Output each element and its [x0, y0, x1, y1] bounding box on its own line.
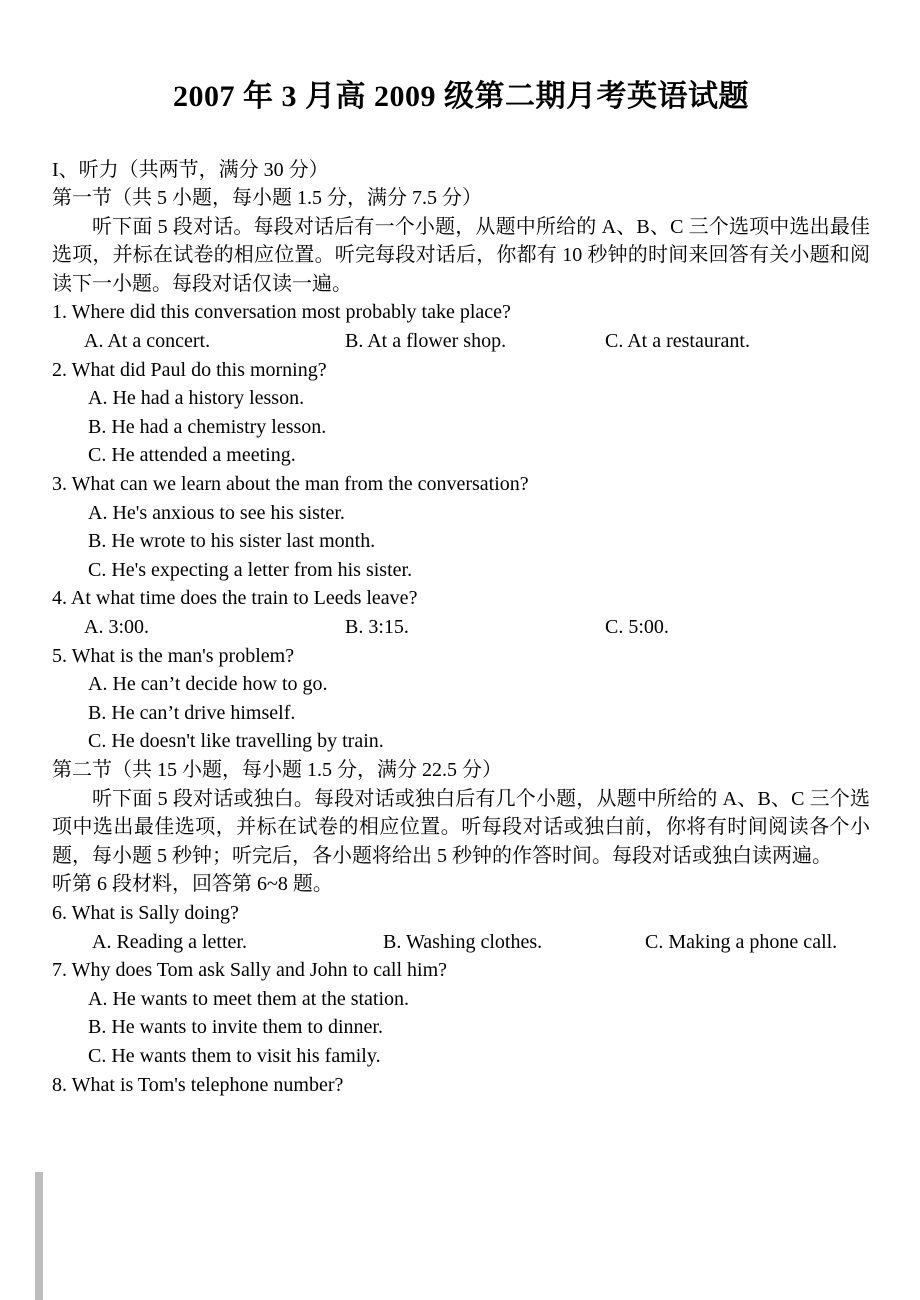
option-text: A. He wants to meet them at the station.	[88, 987, 410, 1010]
option-text: B. He wants to invite them to dinner.	[88, 1016, 383, 1039]
option-text: B. At a flower shop.	[345, 330, 507, 353]
question-text: 1. Where did this conversation most probably take place?	[52, 301, 511, 324]
option-text: B. He had a chemistry lesson.	[88, 415, 327, 438]
section-heading: I、听力（共两节，满分 30 分）	[52, 158, 329, 181]
option-text: B. Washing clothes.	[383, 930, 543, 953]
question-text: 3. What can we learn about the man from the conversation?	[52, 473, 529, 496]
document-body	[52, 156, 870, 1100]
options-row	[52, 327, 870, 356]
option-text: C. He attended a meeting.	[88, 444, 296, 467]
section-heading: 第二节（共 15 小题，每小题 1.5 分，满分 22.5 分）	[52, 758, 502, 781]
option-text: A. Reading a letter.	[92, 930, 247, 953]
question-text: 6. What is Sally doing?	[52, 901, 239, 924]
option-text: A. He's anxious to see his sister.	[88, 501, 345, 524]
option-text: B. 3:15.	[345, 616, 409, 638]
question-text: 2. What did Paul do this morning?	[52, 358, 327, 381]
section-heading: 听第 6 段材料，回答第 6~8 题。	[52, 873, 333, 896]
option-text: A. At a concert.	[84, 330, 211, 353]
page-edge-strip	[35, 1172, 43, 1300]
document-title: 2007 年 3 月高 2009 级第二期月考英语试题	[173, 80, 749, 113]
option-text: C. He's expecting a letter from his sister.	[88, 558, 413, 581]
instructions-paragraph: 听下面 5 段对话或独白。每段对话或独白后有几个小题，从题中所给的 A、B、C 三个选项中选出最佳选项，并标在试卷的相应位置。听每段对话或独白前，你将有时间阅读各个小题，每小题 5 秒钟；听完后，各小题将给出 5 秒钟的作答时间。每段对话或独白读两遍。	[52, 787, 870, 867]
option-text: C. 5:00.	[605, 616, 669, 638]
option-text: C. At a restaurant.	[605, 330, 750, 353]
option-text: B. He can’t drive himself.	[88, 701, 296, 724]
option-text: C. He wants them to visit his family.	[88, 1044, 381, 1067]
question-text: 7. Why does Tom ask Sally and John to call him?	[52, 959, 448, 982]
option-text: B. He wrote to his sister last month.	[88, 530, 376, 553]
option-text: C. He doesn't like travelling by train.	[88, 730, 384, 753]
options-row	[52, 928, 870, 957]
section-heading: 第一节（共 5 小题，每小题 1.5 分，满分 7.5 分）	[52, 187, 482, 210]
options-row	[52, 613, 870, 642]
option-text: C. Making a phone call.	[645, 930, 838, 953]
option-text: A. He can’t decide how to go.	[88, 673, 328, 696]
question-text: 8. What is Tom's telephone number?	[52, 1073, 344, 1096]
option-text: A. 3:00.	[84, 616, 149, 638]
question-text: 5. What is the man's problem?	[52, 644, 295, 667]
option-text: A. He had a history lesson.	[88, 387, 305, 410]
question-text: 4. At what time does the train to Leeds leave?	[52, 587, 418, 610]
instructions-paragraph: 听下面 5 段对话。每段对话后有一个小题，从题中所给的 A、B、C 三个选项中选出最佳选项，并标在试卷的相应位置。听完每段对话后，你都有 10 秒钟的时间来回答有关小题和阅读下一小题。每段对话仅读一遍。	[52, 215, 870, 295]
